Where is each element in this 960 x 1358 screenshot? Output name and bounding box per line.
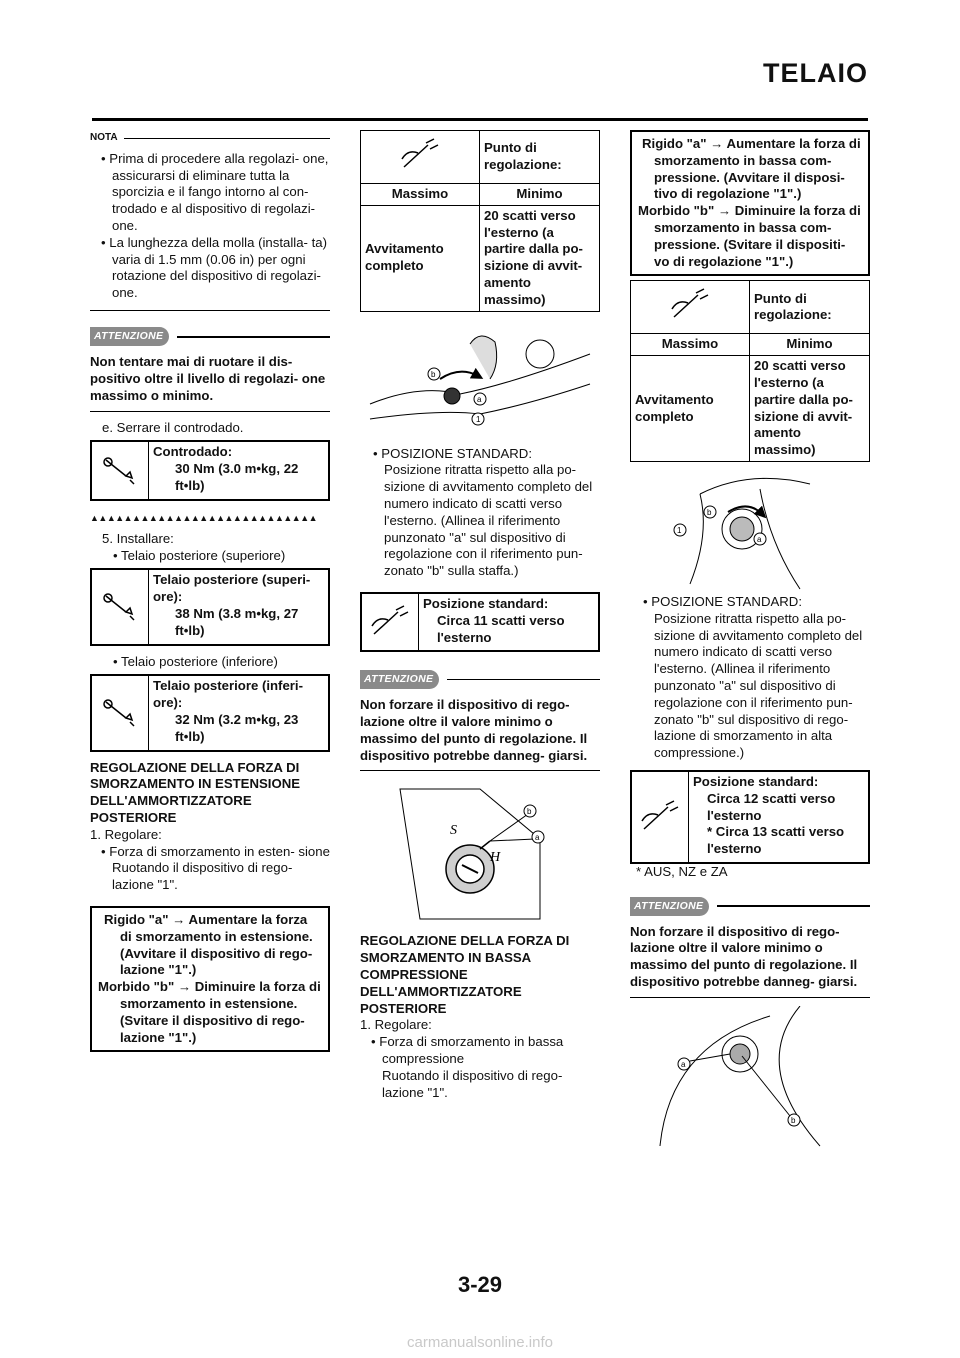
screwdriver-icon (668, 287, 712, 323)
label-b: b (431, 369, 436, 379)
min-value: 20 scatti verso l'esterno (a partire dalla po- sizione di avvit- amento massimo) (480, 205, 600, 311)
attention-header (360, 670, 600, 689)
turn-text: Ruotando il dispositivo di rego- lazione "1". (382, 1067, 563, 1100)
std-box-title: Posizione standard: (693, 773, 819, 789)
torque-value: 30 Nm (3.0 m•kg, 22 ft•lb) (175, 461, 299, 494)
torque-value: 32 Nm (3.2 m•kg, 23 ft•lb) (175, 712, 299, 744)
std-box (630, 770, 870, 864)
rigid-soft-box (630, 130, 870, 276)
watermark: carmanualsonline.info (407, 1334, 553, 1351)
step-e: e. Serrare il controdado. (102, 419, 244, 435)
rigid-text: Rigido "a" → Aumentare la forza di smorzamento in estensione. (Avvitare il dispositivo di rego- lazione "1".) (104, 911, 313, 978)
col-max-header: Massimo (631, 334, 750, 356)
torque-box-inferiore (90, 674, 330, 751)
attention-header (630, 897, 870, 916)
std-box-value-2: * Circa 13 scatti verso l'esterno (707, 824, 845, 857)
soft-text: Morbido "b" → Diminuire la forza di smorzamento in estensione. (Svitare il dispositivo di rego- lazione "1".) (98, 979, 321, 1045)
screwdriver-icon (362, 594, 419, 650)
std-box (360, 592, 600, 652)
attention-header (90, 327, 330, 346)
max-value: Avvitamento completo (361, 205, 480, 311)
std-bullet: • POSIZIONE STANDARD: (643, 593, 802, 609)
col-min-header: Minimo (750, 334, 870, 356)
footnote: * AUS, NZ e ZA (636, 863, 728, 879)
page-title: TELAIO (763, 58, 868, 88)
col-min-header: Minimo (480, 184, 600, 206)
nota-header (90, 130, 330, 147)
label-a: a (535, 833, 540, 843)
bullet-inferiore: • Telaio posteriore (inferiore) (113, 653, 278, 669)
torque-box-controdado (90, 440, 330, 500)
attention-text: Non forzare il dispositivo di rego- lazione oltre il valore minimo o massimo del punto di regolazione. Il dispositivo potrebbe danneg- giarsi. (360, 695, 600, 771)
max-value: Avvitamento completo (631, 356, 750, 462)
torque-wrench-icon (92, 442, 149, 498)
std-box-value-1: Circa 12 scatti verso l'esterno (707, 790, 836, 823)
figure-compression-adjuster-2 (630, 1006, 870, 1156)
attention-label: ATTENZIONE (90, 327, 169, 346)
label-1: 1 (476, 414, 481, 424)
attention-text: Non forzare il dispositivo di rego- lazione oltre il valore minimo o massimo del punto di regolazione. Il dispositivo potrebbe danneg- giarsi. (630, 922, 870, 998)
turn-text: Ruotando il dispositivo di rego- lazione "1". (112, 860, 293, 893)
label-h: H (490, 850, 501, 866)
attention-text: Non tentare mai di ruotare il dis- positivo oltre il livello di regolazi- one massimo o minimo. (90, 352, 330, 411)
col-max-header: Massimo (361, 184, 480, 206)
svg-text:b: b (707, 507, 712, 517)
step-5: 5. Installare: (102, 530, 174, 546)
rigid-text: Rigido "a" → Aumentare la forza di smorzamento in bassa com- pressione. (Avvitare il disposi- tivo di regolazione "1".) (642, 136, 861, 202)
nota-label: NOTA (90, 132, 118, 143)
column-1 (90, 130, 330, 1052)
svg-text:b: b (791, 1115, 796, 1125)
triangle-separator: ▲▲▲▲▲▲▲▲▲▲▲▲▲▲▲▲▲▲▲▲▲▲▲▲▲▲▲ (90, 512, 318, 523)
std-bullet: • POSIZIONE STANDARD: (373, 445, 532, 461)
nota-rule (90, 310, 330, 312)
attention-label: ATTENZIONE (630, 897, 709, 916)
std-text: Posizione ritratta rispetto alla po- sizione di avvitamento completo del numero indicato di scatti verso l'esterno. (Allinea il riferimento punzonato "a" sul dispositivo di regolazione con il riferimento pun- zonato "b" sul dispositivo di rego- lazione di smorzamento in alta compressione.) (654, 610, 863, 761)
page-number: 3-29 (457, 1272, 503, 1297)
label-b: b (527, 807, 532, 817)
adjust-table (630, 280, 870, 462)
header-rule (92, 118, 868, 121)
column-3 (630, 130, 870, 1156)
torque-name: Controdado: (153, 444, 233, 460)
figure-rebound-adjuster (360, 324, 600, 442)
std-text: Posizione ritratta rispetto alla po- sizione di avvitamento completo del numero indicato di scatti verso l'esterno. (Allinea il riferimento punzonato "a" sul dispositivo di regolazione con il riferimento pun- zonato "b" sulla staffa.) (384, 462, 593, 579)
nota-item-1: • Prima di procedere alla regolazi- one, assicurarsi di eliminare tutta la sporcizia e il fango intorno al con- trodado e al dispositivo di regolazi- one. (101, 150, 329, 233)
label-a: a (477, 394, 482, 404)
figure-compression-adjuster (360, 779, 600, 929)
bullet-force: • Forza di smorzamento in bassa compressione (371, 1034, 564, 1066)
min-value: 20 scatti verso l'esterno (a partire dalla po- sizione di avvit- amento massimo) (750, 356, 870, 462)
torque-wrench-icon (92, 676, 149, 749)
adjust-table (360, 130, 600, 312)
rigid-soft-box (90, 906, 330, 1052)
soft-text: Morbido "b" → Diminuire la forza di smorzamento in bassa com- pressione. (Svitare il dispositi- vo di regolazione "1".) (638, 203, 861, 269)
svg-text:a: a (757, 534, 762, 544)
svg-text:1: 1 (677, 525, 682, 535)
std-box-value: Circa 11 scatti verso l'esterno (437, 612, 565, 645)
torque-wrench-icon (92, 570, 149, 643)
step-1: 1. Regolare: (90, 826, 162, 842)
screwdriver-icon (632, 772, 689, 862)
bullet-superiore: • Telaio posteriore (superiore) (113, 547, 286, 563)
attention-label: ATTENZIONE (360, 670, 439, 689)
section-heading: REGOLAZIONE DELLA FORZA DI SMORZAMENTO IN ESTENSIONE DELL'AMMORTIZZATORE POSTERIORE (90, 759, 301, 825)
section-heading: REGOLAZIONE DELLA FORZA DI SMORZAMENTO IN BASSA COMPRESSIONE DELL'AMMORTIZZATORE POSTERIORE (360, 933, 570, 1016)
adjust-icon-cell (631, 281, 750, 334)
nota-item-2: • La lunghezza della molla (installa- ta) varia di 1.5 mm (0.06 in) per ogni rotazione del dispositivo di regolazi- one. (101, 234, 327, 301)
step-1: 1. Regolare: (360, 1017, 432, 1033)
torque-name: Telaio posteriore (superi- ore): (153, 572, 311, 605)
label-s: S (450, 823, 457, 839)
svg-text:a: a (681, 1059, 686, 1069)
figure-low-compression-adjuster (630, 474, 870, 594)
column-2 (360, 130, 600, 1101)
torque-name: Telaio posteriore (inferi- ore): (153, 678, 303, 711)
bullet-force: • Forza di smorzamento in esten- sione (101, 843, 330, 859)
torque-value: 38 Nm (3.8 m•kg, 27 ft•lb) (175, 606, 299, 638)
screwdriver-icon (398, 137, 442, 173)
adjust-icon-cell (361, 131, 480, 184)
torque-box-superiore (90, 568, 330, 645)
adjust-title: Punto di regolazione: (480, 131, 600, 184)
std-box-title: Posizione standard: (423, 595, 549, 611)
adjust-title: Punto di regolazione: (750, 281, 870, 334)
